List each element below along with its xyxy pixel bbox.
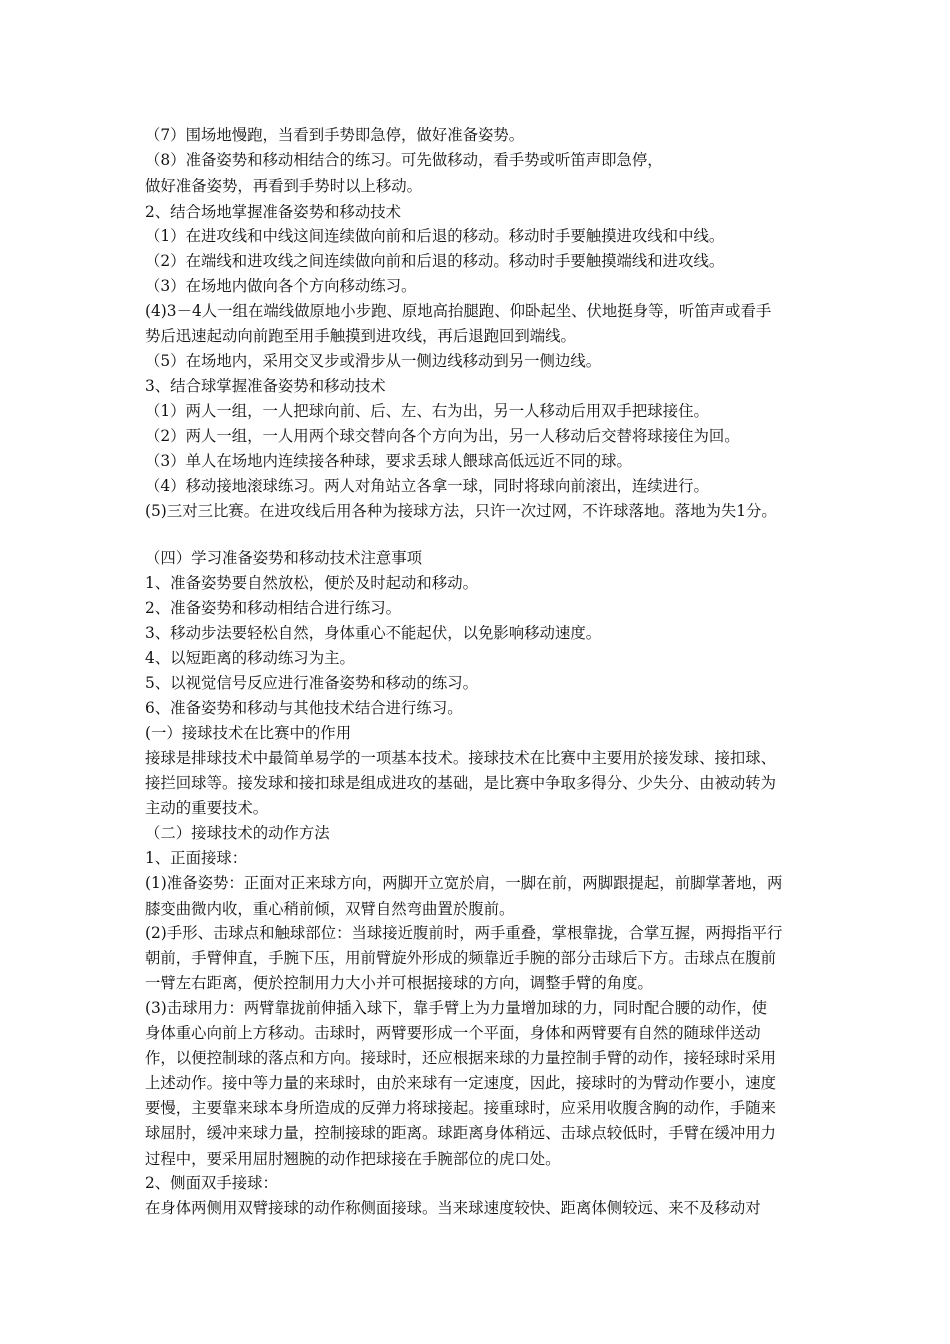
text-line: (2)手形、击球点和触球部位：当球接近腹前时，两手重叠，掌根靠拢，合掌互握，两拇指平行 <box>145 924 783 942</box>
text-line: 接球是排球技术中最简单易学的一项基本技术。接球技术在比赛中主要用於接发球、接扣球、 <box>145 749 777 767</box>
text-line: 一臂左右距离，便於控制用力大小并可根据接球的方向，调整手臂的角度。 <box>145 974 653 992</box>
text-line: 过程中，要采用屈肘翘腕的动作把球接在手腕部位的虎口处。 <box>145 1150 561 1168</box>
text-line: 作，以便控制球的落点和方向。接球时，还应根据来球的力量控制手臂的动作，接轻球时采用 <box>145 1049 777 1067</box>
text-line: 朝前，手臂伸直，手腕下压，用前臂旋外形成的频靠近手腕的部分击球后下方。击球点在腹前 <box>145 949 777 967</box>
text-line: (一）接球技术在比赛中的作用 <box>145 724 352 742</box>
text-line: （1）两人一组，一人把球向前、后、左、右为出，另一人移动后用双手把球接住。 <box>145 402 709 420</box>
text-line: （2）在端线和进攻线之间连续做向前和后退的移动。移动时手要触摸端线和进攻线。 <box>145 252 725 270</box>
text-line: 身体重心向前上方移动。击球时，两臂要形成一个平面，身体和两臂要有自然的随球伴送动 <box>145 1024 761 1042</box>
text-line: 1、准备姿势要自然放松，便於及时起动和移动。 <box>145 574 478 592</box>
text-line: 上述动作。接中等力量的来球时，由於来球有一定速度，因此，接球时的为臂动作要小，速度 <box>145 1074 777 1092</box>
text-line: (4)3－4人一组在端线做原地小步跑、原地高抬腿跑、仰卧起坐、伏地挺身等，听笛声或看手 <box>145 302 772 320</box>
text-line: 3、结合球掌握准备姿势和移动技术 <box>145 377 386 395</box>
text-line: （3）单人在场地内连续接各种球，要求丢球人餵球高低远近不同的球。 <box>145 452 632 470</box>
text-line: (3)击球用力：两臂靠拢前伸插入球下，靠手臂上为力量增加球的力，同时配合腰的动作，使 <box>145 999 768 1017</box>
text-line: 球屈肘，缓冲来球力量，控制接球的距离。球距离身体稍远、击球点较低时，手臂在缓冲用力 <box>145 1124 777 1142</box>
text-line: 2、准备姿势和移动相结合进行练习。 <box>145 599 402 617</box>
text-line: 2、结合场地掌握准备姿势和移动技术 <box>145 203 402 221</box>
text-line: 膝变曲微内收，重心稍前倾，双臂自然弯曲置於腹前。 <box>145 900 515 918</box>
text-line: (5)三对三比赛。在进攻线后用各种为接球方法，只许一次过网，不许球落地。落地为失1分。 <box>145 502 777 520</box>
text-line: （8）准备姿势和移动相结合的练习。可先做移动，看手势或听笛声即急停， <box>145 151 663 169</box>
text-line: 要慢，主要靠来球本身所造成的反弹力将球接起。接重球时，应采用收腹含胸的动作，手随来 <box>145 1099 777 1117</box>
text-line: 5、以视觉信号反应进行准备姿势和移动的练习。 <box>145 674 478 692</box>
text-line: （2）两人一组，一人用两个球交替向各个方向为出，另一人移动后交替将球接住为回。 <box>145 427 740 445</box>
text-line: （5）在场地内，采用交叉步或滑步从一侧边线移动到另一侧边线。 <box>145 352 602 370</box>
text-line: 6、准备姿势和移动与其他技术结合进行练习。 <box>145 699 463 717</box>
text-line: 接拦回球等。接发球和接扣球是组成进攻的基础，是比赛中争取多得分、少失分、由被动转为 <box>145 774 777 792</box>
text-line: 做好准备姿势，再看到手势时以上移动。 <box>145 177 423 195</box>
text-line: （7）围场地慢跑，当看到手势即急停，做好准备姿势。 <box>145 126 525 144</box>
text-line: （二）接球技术的动作方法 <box>145 824 330 842</box>
text-line: （4）移动接地滚球练习。两人对角站立各拿一球，同时将球向前滚出，连续进行。 <box>145 477 709 495</box>
text-line: 1、正面接球： <box>145 849 248 867</box>
text-line: (1)准备姿势：正面对正来球方向，两脚开立宽於肩，一脚在前，两脚跟提起，前脚掌著地，两 <box>145 874 783 892</box>
text-line: 主动的重要技术。 <box>145 799 269 817</box>
text-line: 4、以短距离的移动练习为主。 <box>145 649 355 667</box>
text-line: 2、侧面双手接球： <box>145 1174 278 1192</box>
text-line: 3、移动步法要轻松自然，身体重心不能起伏，以免影响移动速度。 <box>145 624 602 642</box>
text-line: （四）学习准备姿势和移动技术注意事项 <box>145 549 423 567</box>
text-line: 势后迅速起动向前跑至用手触摸到进攻线，再后退跑回到端线。 <box>145 327 576 345</box>
text-line: （3）在场地内做向各个方向移动练习。 <box>145 277 417 295</box>
text-line: 在身体两侧用双臂接球的动作称侧面接球。当来球速度较快、距离体侧较远、来不及移动对 <box>145 1199 761 1217</box>
text-line: （1）在进攻线和中线这间连续做向前和后退的移动。移动时手要触摸进攻线和中线。 <box>145 227 725 245</box>
